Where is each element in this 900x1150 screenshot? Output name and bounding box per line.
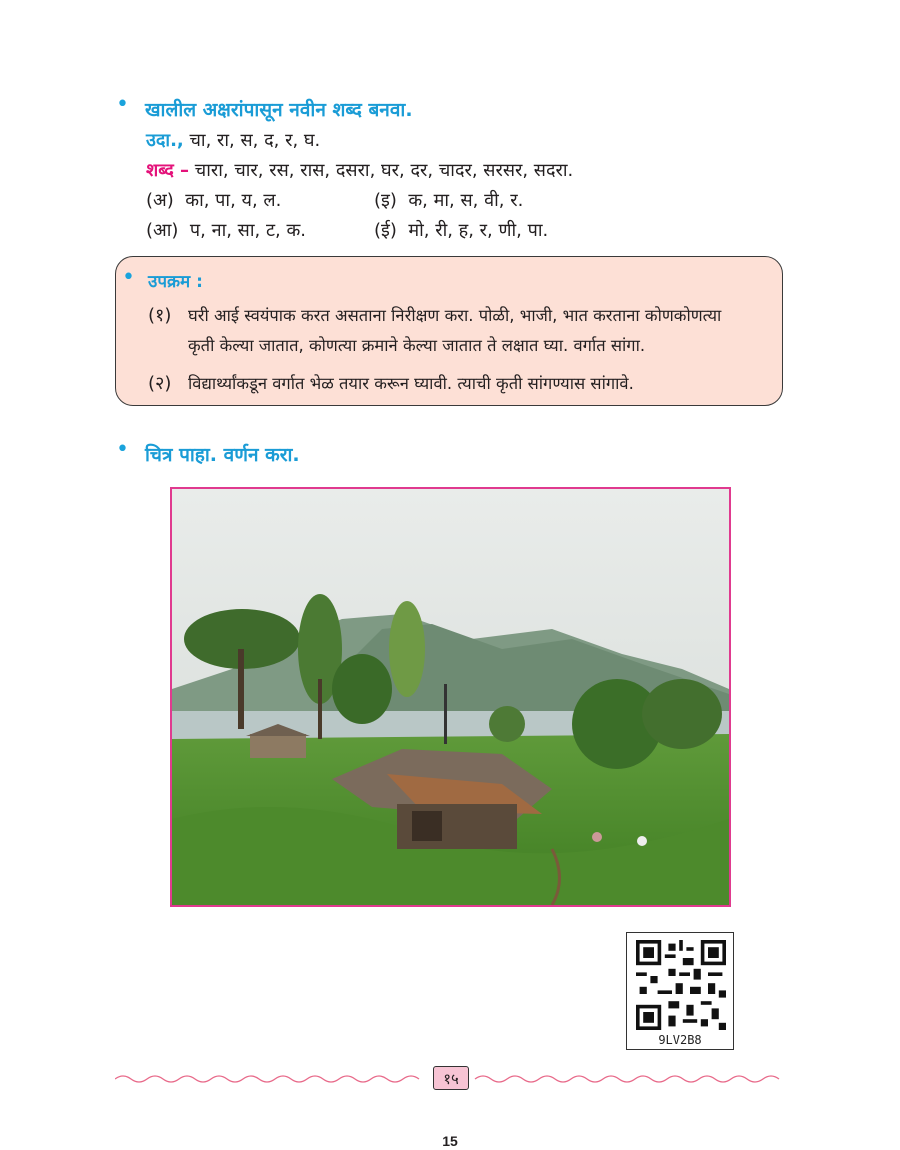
exercise-label: (इ)	[374, 190, 397, 211]
page-number: 15	[442, 1133, 458, 1149]
exercise-label: (आ)	[146, 220, 179, 241]
example-label: उदा.,	[146, 130, 184, 151]
activity-item-1-line1: घरी आई स्वयंपाक करत असताना निरीक्षण करा. पोळी, भाजी, भात करताना कोणकोणत्या	[188, 306, 722, 325]
landscape-photo	[170, 487, 731, 907]
qr-code-label: 9LV2B8	[658, 1033, 702, 1047]
exercise-i	[374, 188, 523, 212]
activity-item-number: (१)	[148, 305, 172, 326]
section-heading-word-making: खालील अक्षरांपासून नवीन शब्द बनवा.	[145, 99, 413, 121]
page-number-marathi: १५	[433, 1066, 469, 1090]
activity-heading: उपक्रम :	[148, 272, 203, 292]
bullet-icon: •	[122, 265, 135, 290]
words-text: चारा, चार, रस, रास, दसरा, घर, दर, चादर, सरसर, सदरा.	[189, 160, 574, 181]
exercise-text: क, मा, स, वी, र.	[408, 190, 524, 211]
exercise-text: प, ना, सा, ट, क.	[189, 220, 307, 241]
exercise-text: का, पा, य, ल.	[185, 190, 282, 211]
example-text: चा, रा, स, द, र, घ.	[183, 130, 321, 151]
example-line	[146, 128, 320, 152]
activity-item-number: (२)	[148, 373, 172, 394]
exercise-label: (अ)	[146, 190, 174, 211]
exercise-ii	[374, 218, 548, 242]
words-line	[146, 158, 573, 182]
activity-item-1-line2: कृती केल्या जातात, कोणत्या क्रमाने केल्या जातात ते लक्षात घ्या. वर्गात सांगा.	[188, 336, 646, 355]
activity-item-2-line1: विद्यार्थ्यांकडून वर्गात भेळ तयार करून घ्यावी. त्याची कृती सांगण्यास सांगावे.	[188, 374, 634, 393]
qr-code-icon	[636, 940, 726, 1030]
bullet-icon: •	[116, 437, 129, 462]
activity-box	[115, 256, 783, 406]
section-heading-picture: चित्र पाहा. वर्णन करा.	[145, 444, 300, 466]
exercise-label: (ई)	[374, 220, 397, 241]
words-label: शब्द –	[146, 160, 190, 181]
exercise-a	[146, 188, 281, 212]
landscape-illustration	[172, 489, 729, 905]
exercise-aa	[146, 218, 306, 242]
qr-code[interactable]	[626, 932, 734, 1050]
bullet-icon: •	[116, 92, 129, 117]
exercise-text: मो, री, ह, र, णी, पा.	[408, 220, 549, 241]
